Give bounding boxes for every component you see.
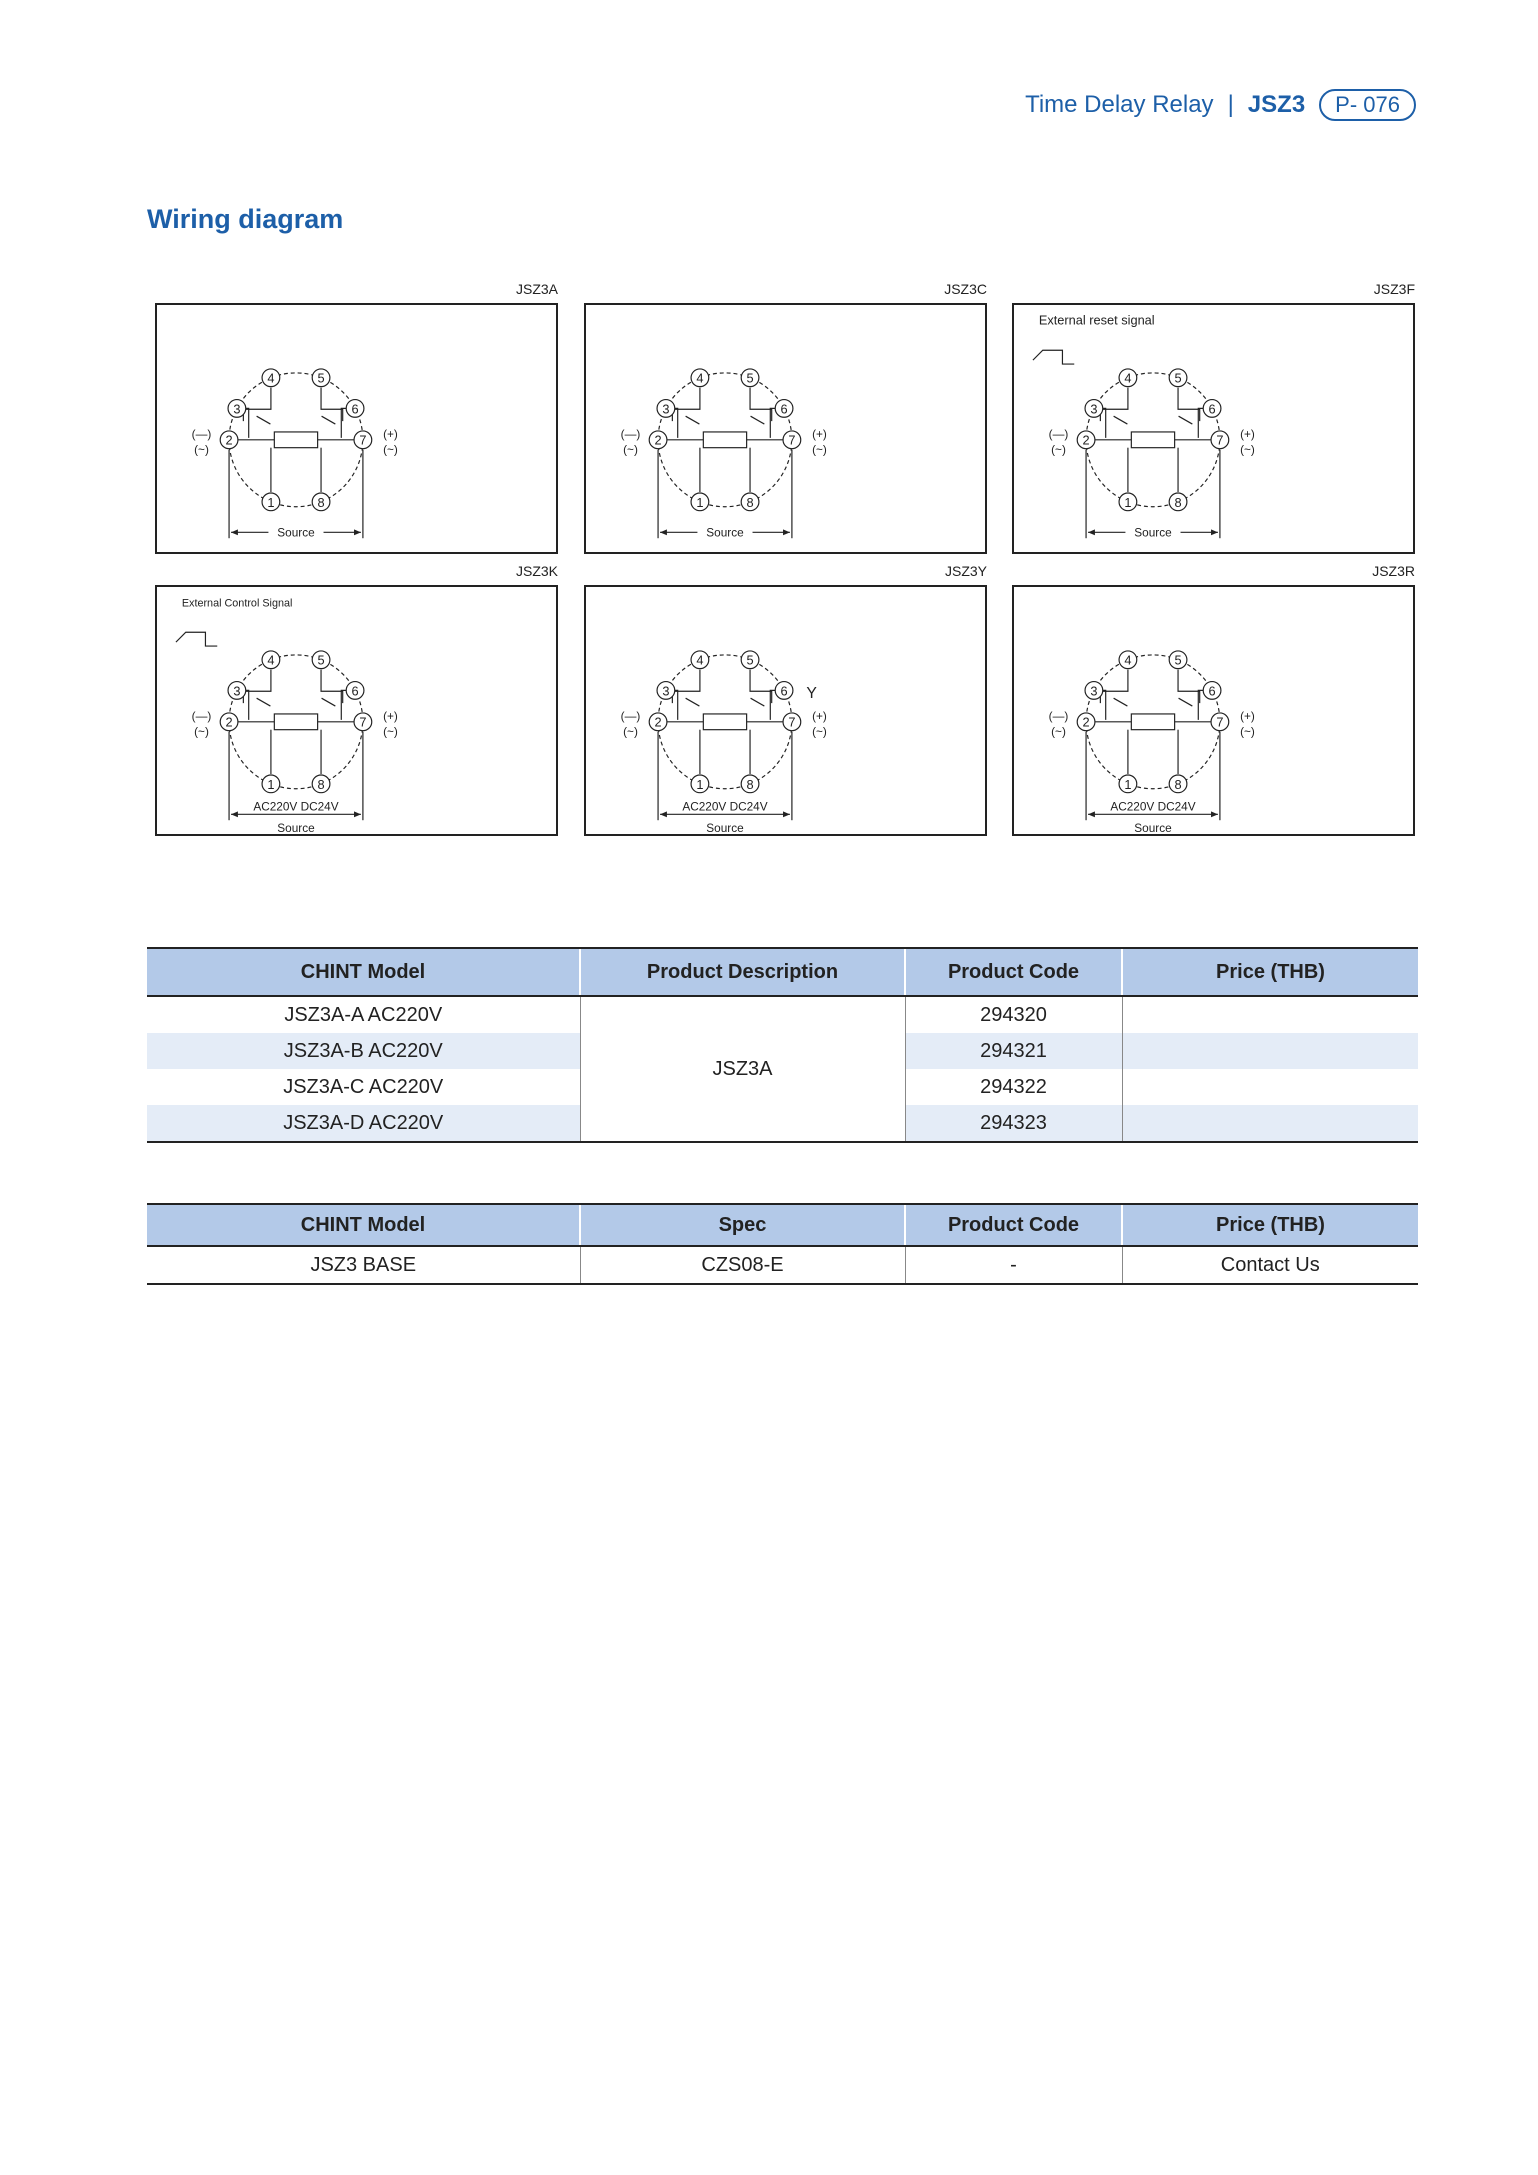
col-header-description: Product Description xyxy=(580,948,905,996)
table-header-row xyxy=(147,948,1418,996)
polarity-mark: (+) xyxy=(1240,708,1255,723)
col-header-spec: Spec xyxy=(580,1204,905,1246)
mode-mark: Y xyxy=(806,685,817,703)
polarity-mark: (—) xyxy=(620,708,641,723)
cell-price xyxy=(1122,996,1418,1033)
pin-number: 7 xyxy=(359,432,367,448)
pin-number: 7 xyxy=(1216,432,1224,448)
cell-model: JSZ3 BASE xyxy=(147,1246,580,1284)
polarity-mark: (~) xyxy=(383,724,398,739)
pin-number: 1 xyxy=(267,776,275,792)
polarity-mark: (—) xyxy=(191,426,212,441)
pin-number: 5 xyxy=(317,652,325,668)
wiring-diagram xyxy=(155,563,558,836)
polarity-mark: (~) xyxy=(812,442,827,457)
pin-number: 8 xyxy=(746,776,754,792)
pin-number: 7 xyxy=(788,432,796,448)
pin-number: 8 xyxy=(1174,494,1182,510)
cell-spec: CZS08-E xyxy=(580,1246,905,1284)
signal-label: External Control Signal xyxy=(181,597,293,610)
source-label: Source xyxy=(706,525,744,540)
diagram-label: JSZ3K xyxy=(515,563,558,579)
polarity-mark: (~) xyxy=(1240,724,1255,739)
pin-number: 5 xyxy=(1174,370,1182,386)
section-title: Wiring diagram xyxy=(147,204,344,234)
diagram-label: JSZ3Y xyxy=(944,563,987,579)
signal-label: External reset signal xyxy=(1038,312,1155,328)
pin-number: 4 xyxy=(267,370,275,386)
polarity-mark: (+) xyxy=(812,426,827,441)
arrow-left-icon xyxy=(231,529,238,535)
pin-number: 1 xyxy=(696,776,704,792)
pin-number: 1 xyxy=(696,494,704,510)
col-header-model: CHINT Model xyxy=(147,1204,580,1246)
cell-model: JSZ3A-D AC220V xyxy=(147,1105,580,1142)
polarity-mark: (+) xyxy=(1240,426,1255,441)
table-row xyxy=(147,996,1418,1033)
col-header-code: Product Code xyxy=(905,1204,1122,1246)
cell-code: - xyxy=(905,1246,1122,1284)
arrow-left-icon xyxy=(231,811,238,817)
col-header-code: Product Code xyxy=(905,948,1122,996)
pin-number: 5 xyxy=(746,652,754,668)
col-header-price: Price (THB) xyxy=(1122,948,1418,996)
diagram-frame xyxy=(155,585,558,836)
polarity-mark: (~) xyxy=(812,724,827,739)
cell-price: Contact Us xyxy=(1122,1246,1418,1284)
wiring-diagram xyxy=(155,281,558,554)
pin-number: 1 xyxy=(267,494,275,510)
arrow-right-icon xyxy=(354,529,361,535)
cell-code: 294323 xyxy=(905,1105,1122,1142)
polarity-mark: (~) xyxy=(1051,442,1066,457)
wiring-diagram xyxy=(584,563,987,836)
pin-number: 5 xyxy=(746,370,754,386)
page-header xyxy=(1025,88,1416,122)
diagram-frame xyxy=(584,303,987,554)
pin-number: 2 xyxy=(654,714,662,730)
pin-number: 2 xyxy=(1082,432,1090,448)
pin-number: 8 xyxy=(746,494,754,510)
arrow-right-icon xyxy=(783,529,790,535)
diagram-label: JSZ3R xyxy=(1372,563,1415,579)
source-label: Source xyxy=(1134,525,1172,540)
polarity-mark: (~) xyxy=(194,442,209,457)
pin-number: 2 xyxy=(225,432,233,448)
pin-number: 3 xyxy=(662,683,670,699)
diagram-frame xyxy=(155,303,558,554)
relay-socket-diagram xyxy=(1014,587,1413,834)
cell-price xyxy=(1122,1105,1418,1142)
base-table xyxy=(147,1203,1418,1285)
pin-number: 5 xyxy=(317,370,325,386)
pin-number: 4 xyxy=(696,652,704,668)
polarity-mark: (+) xyxy=(812,708,827,723)
cell-price xyxy=(1122,1069,1418,1105)
pin-number: 4 xyxy=(696,370,704,386)
source-label: Source xyxy=(277,821,315,834)
pin-number: 2 xyxy=(1082,714,1090,730)
polarity-mark: (—) xyxy=(191,708,212,723)
pin-number: 4 xyxy=(267,652,275,668)
table-header-row xyxy=(147,1204,1418,1246)
page-number-badge: P- 076 xyxy=(1319,89,1416,121)
diagram-frame xyxy=(584,585,987,836)
diagram-label: JSZ3A xyxy=(515,281,558,297)
pin-number: 6 xyxy=(351,683,359,699)
cell-price xyxy=(1122,1033,1418,1069)
voltage-label: AC220V DC24V xyxy=(253,799,339,814)
pin-number: 1 xyxy=(1124,494,1132,510)
header-model: JSZ3 xyxy=(1247,91,1306,118)
polarity-mark: (~) xyxy=(1051,724,1066,739)
arrow-right-icon xyxy=(1211,529,1218,535)
polarity-mark: (—) xyxy=(1048,708,1069,723)
pin-number: 7 xyxy=(1216,714,1224,730)
arrow-left-icon xyxy=(660,529,667,535)
diagram-label: JSZ3F xyxy=(1373,281,1415,297)
pin-number: 1 xyxy=(1124,776,1132,792)
polarity-mark: (~) xyxy=(194,724,209,739)
polarity-mark: (~) xyxy=(623,442,638,457)
polarity-mark: (~) xyxy=(383,442,398,457)
pin-number: 5 xyxy=(1174,652,1182,668)
arrow-left-icon xyxy=(1088,811,1095,817)
cell-code: 294320 xyxy=(905,996,1122,1033)
arrow-left-icon xyxy=(1088,529,1095,535)
voltage-label: AC220V DC24V xyxy=(682,799,768,814)
arrow-right-icon xyxy=(783,811,790,817)
pin-number: 8 xyxy=(317,494,325,510)
pin-number: 7 xyxy=(788,714,796,730)
cell-description: JSZ3A xyxy=(580,996,905,1142)
source-label: Source xyxy=(1134,821,1172,834)
polarity-mark: (~) xyxy=(623,724,638,739)
pin-number: 3 xyxy=(233,401,241,417)
pin-number: 2 xyxy=(225,714,233,730)
relay-socket-diagram xyxy=(586,587,985,834)
col-header-model: CHINT Model xyxy=(147,948,580,996)
relay-socket-diagram xyxy=(586,305,985,552)
doc-title: Time Delay Relay xyxy=(1025,91,1214,118)
arrow-left-icon xyxy=(660,811,667,817)
cell-model: JSZ3A-A AC220V xyxy=(284,1003,443,1026)
cell-code: 294321 xyxy=(905,1033,1122,1069)
wiring-diagram xyxy=(1012,281,1415,554)
relay-socket-diagram xyxy=(1014,305,1413,552)
polarity-mark: (+) xyxy=(383,426,398,441)
cell-code: 294322 xyxy=(905,1069,1122,1105)
source-label: Source xyxy=(277,525,315,540)
diagram-frame xyxy=(1012,585,1415,836)
pin-number: 3 xyxy=(1090,683,1098,699)
pin-number: 3 xyxy=(662,401,670,417)
pin-number: 8 xyxy=(317,776,325,792)
pin-number: 6 xyxy=(1208,401,1216,417)
source-label: Source xyxy=(706,821,744,834)
arrow-right-icon xyxy=(354,811,361,817)
relay-socket-diagram xyxy=(157,587,556,834)
relay-socket-diagram xyxy=(157,305,556,552)
voltage-label: AC220V DC24V xyxy=(1110,799,1196,814)
cell-model: JSZ3A-B AC220V xyxy=(147,1033,580,1069)
polarity-mark: (+) xyxy=(383,708,398,723)
cell-model: JSZ3A-C AC220V xyxy=(283,1075,444,1098)
pin-number: 6 xyxy=(780,683,788,699)
pin-number: 3 xyxy=(1090,401,1098,417)
col-header-price: Price (THB) xyxy=(1122,1204,1418,1246)
polarity-mark: (—) xyxy=(620,426,641,441)
pin-number: 6 xyxy=(780,401,788,417)
wiring-diagram xyxy=(1012,563,1415,836)
pin-number: 6 xyxy=(351,401,359,417)
pin-number: 4 xyxy=(1124,652,1132,668)
pin-number: 3 xyxy=(233,683,241,699)
pin-number: 8 xyxy=(1174,776,1182,792)
polarity-mark: (—) xyxy=(1048,426,1069,441)
diagram-label: JSZ3C xyxy=(944,281,987,297)
wiring-diagram xyxy=(584,281,987,554)
arrow-right-icon xyxy=(1211,811,1218,817)
pin-number: 4 xyxy=(1124,370,1132,386)
pin-number: 6 xyxy=(1208,683,1216,699)
diagram-frame xyxy=(1012,303,1415,554)
pin-number: 2 xyxy=(654,432,662,448)
pin-number: 7 xyxy=(359,714,367,730)
header-separator: | xyxy=(1227,91,1234,118)
table-row xyxy=(147,1246,1418,1284)
product-table xyxy=(147,947,1418,1143)
polarity-mark: (~) xyxy=(1240,442,1255,457)
